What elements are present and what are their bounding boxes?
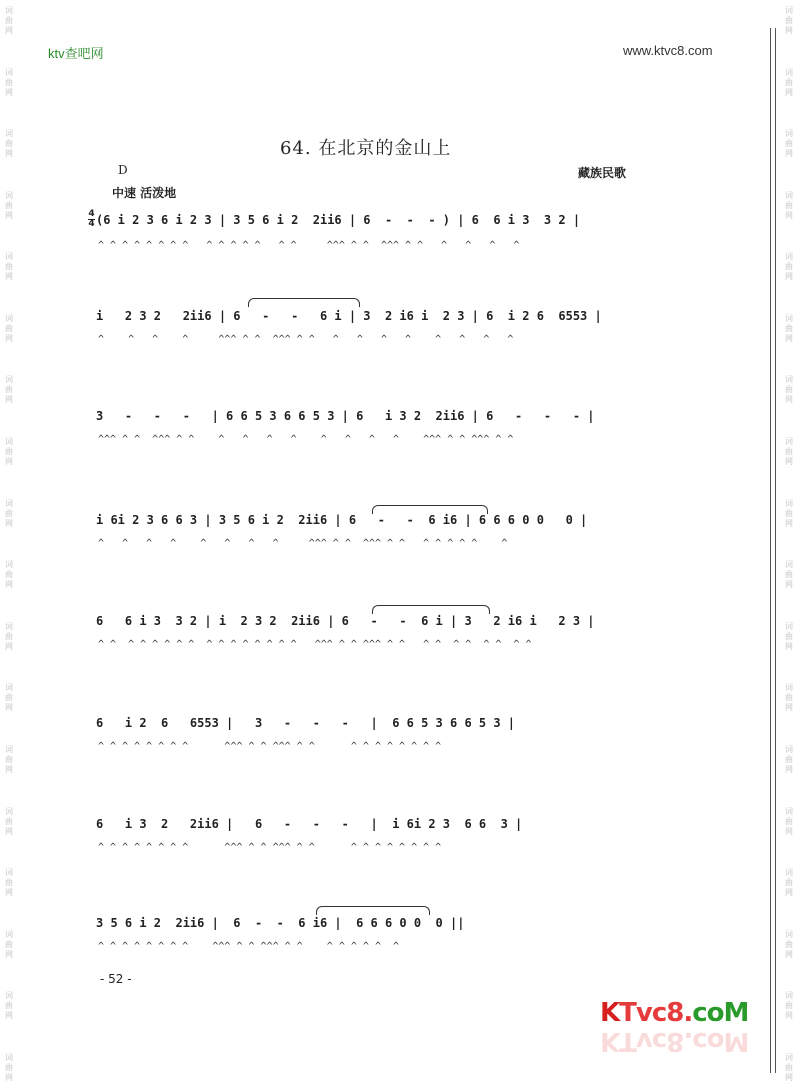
side-watermark-mark: 词 曲 网 bbox=[5, 991, 13, 1021]
stave-5-bowing: ^ ^ ^ ^ ^ ^ ^ ^ ^ ^ ^ ^ ^ ^ ^ ^ ^^^ ^ ^ ^^^ ^ ^ ^ ^ ^ ^ ^ ^ ^ ^ bbox=[98, 639, 532, 650]
stave-4-notes: i 6i 2 3 6 6 3 | 3 5 6 i 2 2ii6 | 6 - - 6 i6 | 6 6 6 0 0 0 | bbox=[96, 513, 588, 527]
stave-5-notes: 6 6 i 3 3 2 | i 2 3 2 2ii6 | 6 - - 6 i | 3 2 i6 i 2 3 | bbox=[96, 614, 595, 628]
stave-2-bowing: ^ ^ ^ ^ ^^^ ^ ^ ^^^ ^ ^ ^ ^ ^ ^ ^ ^ ^ ^ bbox=[98, 334, 514, 345]
side-watermark-mark: 词 曲 网 bbox=[785, 1052, 793, 1082]
stave-6-notes: 6 i 2 6 6553 | 3 - - - | 6 6 5 3 6 6 5 3 | bbox=[96, 716, 516, 730]
side-watermark-mark: 词 曲 网 bbox=[785, 67, 793, 97]
stave-4-bowing: ^ ^ ^ ^ ^ ^ ^ ^ ^^^ ^ ^ ^^^ ^ ^ ^ ^ ^ ^ ^ ^ bbox=[98, 538, 508, 549]
side-watermark-mark: 词 曲 网 bbox=[785, 744, 793, 774]
side-watermark-mark: 词 曲 网 bbox=[5, 252, 13, 282]
side-watermark-mark: 词 曲 网 bbox=[785, 437, 793, 467]
time-signature bbox=[88, 210, 95, 229]
side-watermark-mark: 词 曲 网 bbox=[5, 498, 13, 528]
time-sig-bottom: 4 bbox=[88, 219, 95, 229]
side-watermark-mark: 词 曲 网 bbox=[785, 621, 793, 651]
side-watermark-mark: 词 曲 网 bbox=[785, 129, 793, 159]
right-border-rule bbox=[770, 28, 771, 1073]
side-watermark-mark: 词 曲 网 bbox=[785, 683, 793, 713]
side-watermark-mark: 词 曲 网 bbox=[5, 868, 13, 898]
side-watermark-mark: 词 曲 网 bbox=[5, 560, 13, 590]
right-border-rule-2 bbox=[775, 28, 776, 1073]
side-watermark-mark: 词 曲 网 bbox=[785, 252, 793, 282]
side-watermark-mark: 词 曲 网 bbox=[785, 560, 793, 590]
side-watermark-mark: 词 曲 网 bbox=[5, 437, 13, 467]
side-watermark-mark: 词 曲 网 bbox=[5, 67, 13, 97]
stave-7-notes: 6 i 3 2 2ii6 | 6 - - - | i 6i 2 3 6 6 3 | bbox=[96, 817, 523, 831]
side-watermark-mark: 词 曲 网 bbox=[785, 868, 793, 898]
side-watermark-mark: 词 曲 网 bbox=[5, 929, 13, 959]
page-number: - 52 - bbox=[100, 972, 132, 986]
logo-dot: . bbox=[683, 998, 693, 1028]
stave-3-notes: 3 - - - | 6 6 5 3 6 6 5 3 | 6 i 3 2 2ii6 | 6 - - - | bbox=[96, 409, 595, 423]
side-watermark-mark: 词 曲 网 bbox=[5, 621, 13, 651]
side-watermark-mark: 词 曲 网 bbox=[5, 6, 13, 35]
side-watermark-mark: 词 曲 网 bbox=[785, 991, 793, 1021]
logo-reflection: KTvc8.coM bbox=[600, 1026, 749, 1056]
slur bbox=[248, 298, 360, 307]
side-watermark-mark: 词 曲 网 bbox=[785, 6, 793, 35]
song-source: 藏族民歌 bbox=[578, 166, 627, 180]
side-watermark-mark: 词 曲 网 bbox=[785, 313, 793, 343]
side-watermark-mark: 词 曲 网 bbox=[5, 375, 13, 405]
stave-2-notes: i 2 3 2 2ii6 | 6 - - 6 i | 3 2 i6 i 2 3 | 6 i 2 6 6553 | bbox=[96, 309, 602, 323]
side-watermark-mark: 词 曲 网 bbox=[5, 744, 13, 774]
key-signature: D bbox=[118, 163, 128, 177]
side-watermark-mark: 词 曲 网 bbox=[785, 929, 793, 959]
stave-7-bowing: ^ ^ ^ ^ ^ ^ ^ ^ ^^^ ^ ^ ^^^ ^ ^ ^ ^ ^ ^ ^ ^ ^ ^ bbox=[98, 842, 442, 853]
left-watermark-strip bbox=[2, 0, 16, 1089]
slur bbox=[372, 605, 490, 614]
side-watermark-mark: 词 曲 网 bbox=[5, 313, 13, 343]
stave-8-notes: 3 5 6 i 2 2ii6 | 6 - - 6 i6 | 6 6 6 0 0 0 || bbox=[96, 916, 465, 930]
logo-k: K bbox=[600, 998, 620, 1028]
side-watermark-mark: 词 曲 网 bbox=[785, 190, 793, 220]
logo-com: coM bbox=[692, 998, 749, 1028]
stave-6-bowing: ^ ^ ^ ^ ^ ^ ^ ^ ^^^ ^ ^ ^^^ ^ ^ ^ ^ ^ ^ ^ ^ ^ ^ bbox=[98, 741, 442, 752]
side-watermark-mark: 词 曲 网 bbox=[5, 129, 13, 159]
site-url[interactable]: www.ktvc8.com bbox=[623, 43, 713, 58]
stave-3-bowing: ^^^ ^ ^ ^^^ ^ ^ ^ ^ ^ ^ ^ ^ ^ ^ ^^^ ^ ^ ^^^ ^ ^ bbox=[98, 434, 514, 445]
stave-1-notes: (6 i 2 3 6 i 2 3 | 3 5 6 i 2 2ii6 | 6 - - - ) | 6 6 i 3 3 2 | bbox=[96, 213, 581, 227]
side-watermark-mark: 词 曲 网 bbox=[785, 806, 793, 836]
stave-1-bowing: ^ ^ ^ ^ ^ ^ ^ ^ ^ ^ ^ ^ ^ ^ ^ ^^^ ^ ^ ^^^ ^ ^ ^ ^ ^ ^ bbox=[98, 240, 520, 251]
side-watermark-mark: 词 曲 网 bbox=[785, 375, 793, 405]
ktvc8-logo[interactable] bbox=[600, 998, 748, 1028]
side-watermark-mark: 词 曲 网 bbox=[785, 498, 793, 528]
side-watermark-mark: 词 曲 网 bbox=[5, 1052, 13, 1082]
side-watermark-mark: 词 曲 网 bbox=[5, 683, 13, 713]
side-watermark-mark: 词 曲 网 bbox=[5, 806, 13, 836]
time-sig-top: 4 bbox=[88, 209, 95, 219]
song-title: 64. 在北京的金山上 bbox=[280, 138, 452, 159]
right-watermark-strip bbox=[782, 0, 796, 1089]
logo-rest: Tvc8 bbox=[619, 998, 684, 1028]
site-name[interactable]: ktv查吧网 bbox=[48, 46, 104, 61]
tempo-marking: 中速 活泼地 bbox=[112, 186, 177, 200]
stave-8-bowing: ^ ^ ^ ^ ^ ^ ^ ^ ^^^ ^ ^ ^^^ ^ ^ ^ ^ ^ ^ ^ ^ bbox=[98, 941, 400, 952]
side-watermark-mark: 词 曲 网 bbox=[5, 190, 13, 220]
slur bbox=[316, 906, 430, 915]
